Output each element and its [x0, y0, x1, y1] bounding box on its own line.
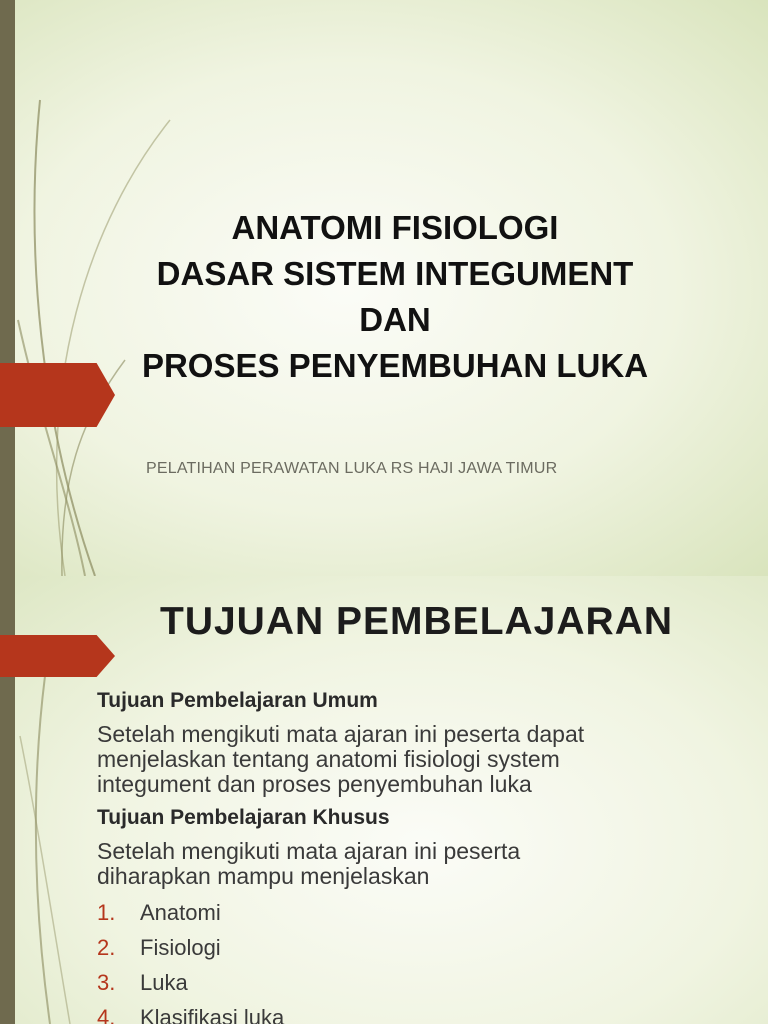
list-item: [97, 1000, 737, 1024]
accent-arrow-tab: [0, 363, 115, 427]
slide-title: [110, 205, 680, 389]
general-objective-text: [97, 722, 737, 797]
list-label: Luka: [140, 970, 188, 995]
general-objective-title: Tujuan Pembelajaran Umum: [97, 689, 378, 712]
title-line: PROSES PENYEMBUHAN LUKA: [141, 347, 649, 384]
specific-objective-text: [97, 839, 737, 889]
title-line: DAN: [359, 301, 431, 338]
list-number: 2.: [97, 935, 116, 960]
text-line: Setelah mengikuti mata ajaran ini peserta: [97, 838, 521, 864]
list-item: [97, 930, 737, 965]
list-number: 3.: [97, 970, 116, 995]
list-label: Klasifikasi luka: [140, 1005, 285, 1024]
text-line: Setelah mengikuti mata ajaran ini peserta dapat: [97, 721, 585, 747]
objectives-content: [97, 686, 737, 1024]
text-line: integument dan proses penyembuhan luka: [97, 771, 532, 797]
text-line: diharapkan mampu menjelaskan: [97, 863, 430, 889]
objective-list: [97, 895, 737, 1024]
list-number: 1.: [97, 900, 116, 925]
section-heading: TUJUAN PEMBELAJARAN: [160, 600, 674, 643]
text-line: menjelaskan tentang anatomi fisiologi system: [97, 746, 560, 772]
accent-arrow-tab: [0, 635, 115, 677]
title-line: DASAR SISTEM INTEGUMENT: [156, 255, 634, 292]
list-item: [97, 965, 737, 1000]
list-label: Anatomi: [140, 900, 221, 925]
list-label: Fisiologi: [140, 935, 221, 960]
title-line: ANATOMI FISIOLOGI: [231, 209, 559, 246]
list-number: 4.: [97, 1005, 116, 1024]
slide-subtitle: PELATIHAN PERAWATAN LUKA RS HAJI JAWA TIMUR: [146, 460, 558, 477]
specific-objective-title: Tujuan Pembelajaran Khusus: [97, 806, 390, 829]
list-item: [97, 895, 737, 930]
